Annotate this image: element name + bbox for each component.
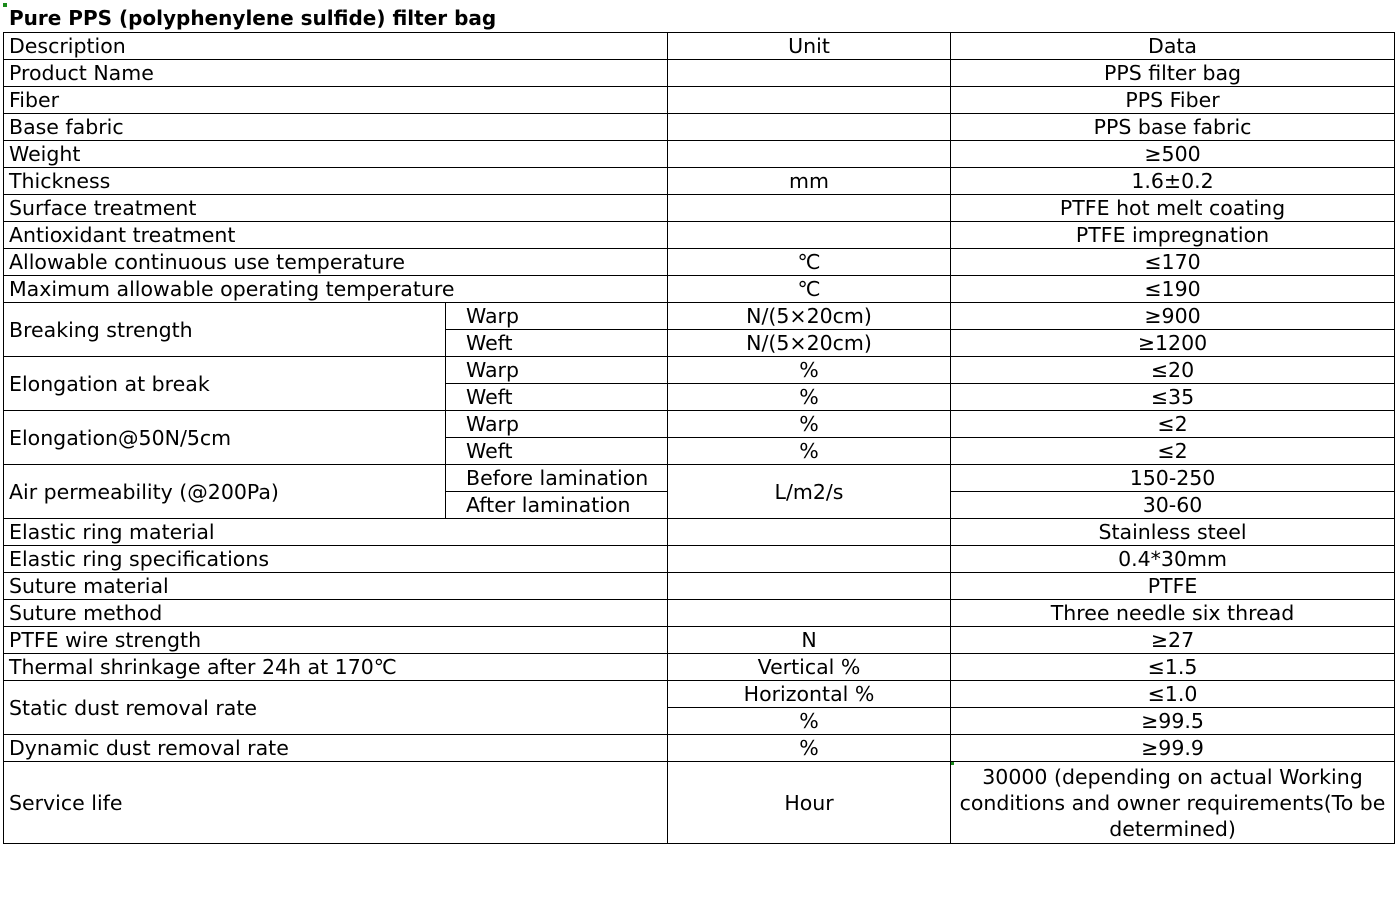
table-row	[4, 276, 1395, 303]
header-unit: Unit	[668, 33, 951, 60]
row-unit	[668, 87, 951, 114]
row-unit	[668, 60, 951, 87]
table-row	[4, 519, 1395, 546]
row-data: Stainless steel	[951, 519, 1395, 546]
table-row	[4, 195, 1395, 222]
row-data: ≤170	[951, 249, 1395, 276]
row-data: ≤2	[951, 438, 1395, 465]
row-unit	[668, 546, 951, 573]
row-data: ≤1.0	[951, 681, 1395, 708]
row-unit: ℃	[668, 276, 951, 303]
row-sublabel: Weft	[446, 438, 668, 465]
row-data: PPS filter bag	[951, 60, 1395, 87]
row-label: Elastic ring material	[4, 519, 668, 546]
header-data: Data	[951, 33, 1395, 60]
row-label: Air permeability (@200Pa)	[4, 465, 446, 519]
row-label: Surface treatment	[4, 195, 668, 222]
table-header-row	[4, 33, 1395, 60]
row-label: Fiber	[4, 87, 668, 114]
row-unit: %	[668, 411, 951, 438]
row-unit	[668, 195, 951, 222]
row-sublabel: Weft	[446, 330, 668, 357]
row-label: Suture method	[4, 600, 668, 627]
row-label: Weight	[4, 141, 668, 168]
row-data: 1.6±0.2	[951, 168, 1395, 195]
row-data: ≥900	[951, 303, 1395, 330]
table-row	[4, 573, 1395, 600]
row-data: PTFE	[951, 573, 1395, 600]
row-sublabel: After lamination	[446, 492, 668, 519]
row-data: ≤1.5	[951, 654, 1395, 681]
table-row	[4, 249, 1395, 276]
row-data: ≤190	[951, 276, 1395, 303]
row-data: ≥99.5	[951, 708, 1395, 735]
row-label: Elongation@50N/5cm	[4, 411, 446, 465]
row-unit: L/m2/s	[668, 465, 951, 519]
table-row	[4, 627, 1395, 654]
row-label: Maximum allowable operating temperature	[4, 276, 668, 303]
row-data: PPS base fabric	[951, 114, 1395, 141]
row-data: ≥500	[951, 141, 1395, 168]
row-sublabel: Warp	[446, 411, 668, 438]
row-data: PTFE impregnation	[951, 222, 1395, 249]
row-data: ≥99.9	[951, 735, 1395, 762]
page-title: Pure PPS (polyphenylene sulfide) filter bag	[9, 6, 497, 30]
row-data: PPS Fiber	[951, 87, 1395, 114]
corner-marker	[3, 3, 7, 7]
row-unit: ℃	[668, 249, 951, 276]
row-sublabel: Warp	[446, 357, 668, 384]
row-unit	[668, 114, 951, 141]
table-row	[4, 735, 1395, 762]
table-row	[4, 168, 1395, 195]
row-label: Service life	[4, 762, 668, 844]
row-unit: %	[668, 357, 951, 384]
header-description: Description	[4, 33, 668, 60]
table-row	[4, 546, 1395, 573]
row-unit: Hour	[668, 762, 951, 844]
row-unit	[668, 573, 951, 600]
table-row	[4, 600, 1395, 627]
table-row	[4, 681, 1395, 708]
table-row	[4, 465, 1395, 492]
table-row	[4, 411, 1395, 438]
row-data: 150-250	[951, 465, 1395, 492]
spec-table	[3, 32, 1395, 844]
row-unit: N/(5×20cm)	[668, 330, 951, 357]
table-row	[4, 357, 1395, 384]
row-unit: mm	[668, 168, 951, 195]
row-unit: Vertical %	[668, 654, 951, 681]
row-label: Base fabric	[4, 114, 668, 141]
row-unit: N	[668, 627, 951, 654]
row-unit: %	[668, 438, 951, 465]
row-unit	[668, 141, 951, 168]
table-row	[4, 222, 1395, 249]
row-data: 0.4*30mm	[951, 546, 1395, 573]
row-data: PTFE hot melt coating	[951, 195, 1395, 222]
row-data: Three needle six thread	[951, 600, 1395, 627]
row-data: 30000 (depending on actual Working conditions and owner requirements(To be determined)	[951, 762, 1395, 844]
row-unit	[668, 600, 951, 627]
row-data: 30-60	[951, 492, 1395, 519]
table-row	[4, 60, 1395, 87]
row-data: ≤2	[951, 411, 1395, 438]
row-label: Product Name	[4, 60, 668, 87]
row-label: Thickness	[4, 168, 668, 195]
row-label: Static dust removal rate	[4, 681, 668, 735]
table-row	[4, 762, 1395, 844]
row-data: ≥27	[951, 627, 1395, 654]
row-unit: %	[668, 735, 951, 762]
row-unit: %	[668, 708, 951, 735]
row-unit	[668, 519, 951, 546]
row-label: Antioxidant treatment	[4, 222, 668, 249]
row-label: Elastic ring specifications	[4, 546, 668, 573]
row-label: Dynamic dust removal rate	[4, 735, 668, 762]
row-label: Suture material	[4, 573, 668, 600]
row-data: ≤20	[951, 357, 1395, 384]
table-row	[4, 87, 1395, 114]
row-data: ≥1200	[951, 330, 1395, 357]
table-row	[4, 114, 1395, 141]
row-label: PTFE wire strength	[4, 627, 668, 654]
row-unit: %	[668, 384, 951, 411]
row-sublabel: Weft	[446, 384, 668, 411]
row-label: Breaking strength	[4, 303, 446, 357]
row-sublabel: Before lamination	[446, 465, 668, 492]
row-label: Allowable continuous use temperature	[4, 249, 668, 276]
row-unit: Horizontal %	[668, 681, 951, 708]
table-row	[4, 141, 1395, 168]
row-unit: N/(5×20cm)	[668, 303, 951, 330]
row-label: Thermal shrinkage after 24h at 170℃	[4, 654, 668, 681]
table-row	[4, 654, 1395, 681]
row-label: Elongation at break	[4, 357, 446, 411]
row-sublabel: Warp	[446, 303, 668, 330]
row-unit	[668, 222, 951, 249]
row-data: ≤35	[951, 384, 1395, 411]
table-row	[4, 303, 1395, 330]
